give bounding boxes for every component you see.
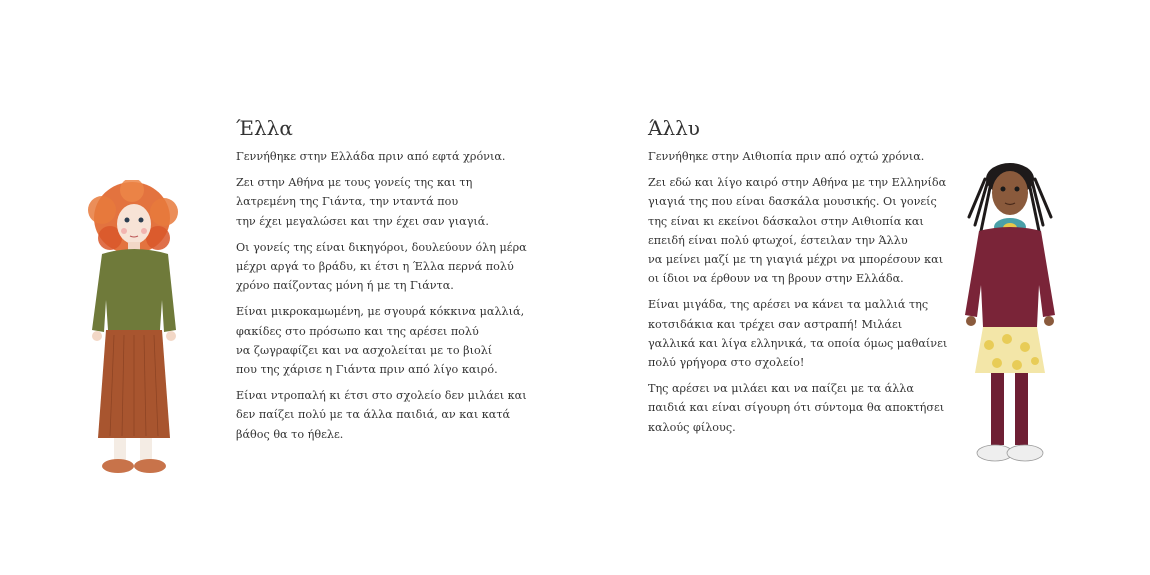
text-line: Είναι μικροκαμωμένη, με σγουρά κόκκινα μαλλιά, bbox=[236, 305, 525, 319]
text-line: πολύ γρήγορα στο σχολείο! bbox=[648, 356, 805, 370]
ella-paragraph-1 bbox=[236, 147, 526, 166]
allu-paragraph-2 bbox=[648, 173, 947, 288]
ella-text-block bbox=[236, 115, 526, 451]
text-line: γιαγιά της που είναι δασκάλα μουσικής. Οι γονείς bbox=[648, 195, 937, 209]
text-line: οι ίδιοι να έρθουν να τη βρουν στην Ελλάδα. bbox=[648, 272, 904, 286]
ella-paragraph-4 bbox=[236, 302, 526, 379]
text-line: βάθος θα το ήθελε. bbox=[236, 427, 344, 441]
allu-name: Άλλυ bbox=[648, 116, 700, 140]
text-line: Είναι ντροπαλή κι έτσι στο σχολείο δεν μιλάει και bbox=[236, 389, 527, 403]
text-line: φακίδες στο πρόσωπο και της αρέσει πολύ bbox=[236, 324, 479, 338]
text-line: την έχει μεγαλώσει και την έχει σαν γιαγιά. bbox=[236, 214, 489, 228]
allu-face bbox=[992, 171, 1028, 215]
ella-sweater bbox=[92, 249, 176, 332]
text-line: κοτσιδάκια και τρέχει σαν αστραπή! Μιλάει bbox=[648, 317, 903, 331]
allu-paragraph-3 bbox=[648, 295, 948, 372]
text-line: Ζει στην Αθήνα με τους γονείς της και τη bbox=[236, 176, 473, 190]
text-line: μέχρι αργά το βράδυ, κι έτσι η Έλλα περνά πολύ bbox=[236, 260, 514, 274]
ella-paragraph-2 bbox=[236, 173, 526, 231]
text-line: καλούς φίλους. bbox=[648, 420, 736, 434]
text-line: να μείνει μαζί με τη γιαγιά μέχρι να μπορέσουν και bbox=[648, 253, 944, 267]
allu-paragraph-4 bbox=[648, 379, 945, 437]
text-line: που της χάρισε η Γιάντα πριν από λίγο καιρό. bbox=[236, 363, 498, 377]
text-line: να ζωγραφίζει και να ασχολείται με το βιολί bbox=[236, 343, 493, 357]
ella-paragraph-5 bbox=[236, 386, 526, 444]
text-line: Γεννήθηκε στην Αιθιοπία πριν από οχτώ χρόνια. bbox=[648, 150, 925, 163]
text-line: Είναι μιγάδα, της αρέσει να κάνει τα μαλλιά της bbox=[648, 298, 929, 312]
allu-skirt bbox=[975, 327, 1045, 373]
text-line: Ζει εδώ και λίγο καιρό στην Αθήνα με την Ελληνίδα bbox=[648, 176, 947, 190]
text-line: δεν παίζει πολύ με τα άλλα παιδιά, αν και κατά bbox=[236, 408, 511, 422]
ella-name: Έλλα bbox=[236, 116, 293, 140]
text-line: επειδή είναι πολύ φτωχοί, έστειλαν την Άλλυ bbox=[648, 233, 908, 247]
allu-top bbox=[965, 227, 1055, 327]
allu-paragraph-1 bbox=[648, 147, 938, 166]
text-line: παιδιά και είναι σίγουρη ότι σύντομα θα αποκτήσει bbox=[648, 401, 945, 415]
ella-illustration bbox=[80, 180, 190, 490]
text-line: Οι γονείς της είναι δικηγόροι, δουλεύουν όλη μέρα bbox=[236, 240, 527, 254]
text-line: χρόνο παίζοντας μόνη ή με τη Γιάντα. bbox=[236, 279, 454, 293]
text-line: γαλλικά και λίγα ελληνικά, τα οποία όμως μαθαίνει bbox=[648, 336, 948, 350]
text-line: Γεννήθηκε στην Ελλάδα πριν από εφτά χρόνια. bbox=[236, 150, 506, 163]
text-line: λατρεμένη της Γιάντα, την νταντά που bbox=[236, 195, 459, 209]
text-line: Της αρέσει να μιλάει και να παίζει με τα άλλα bbox=[648, 382, 914, 396]
allu-legs bbox=[991, 373, 1004, 445]
allu-illustration bbox=[955, 155, 1065, 490]
allu-text-block bbox=[648, 115, 948, 444]
ella-paragraph-3 bbox=[236, 238, 526, 296]
ella-face bbox=[117, 204, 151, 244]
text-line: της είναι κι εκείνοι δάσκαλοι στην Αιθιοπία και bbox=[648, 214, 924, 228]
